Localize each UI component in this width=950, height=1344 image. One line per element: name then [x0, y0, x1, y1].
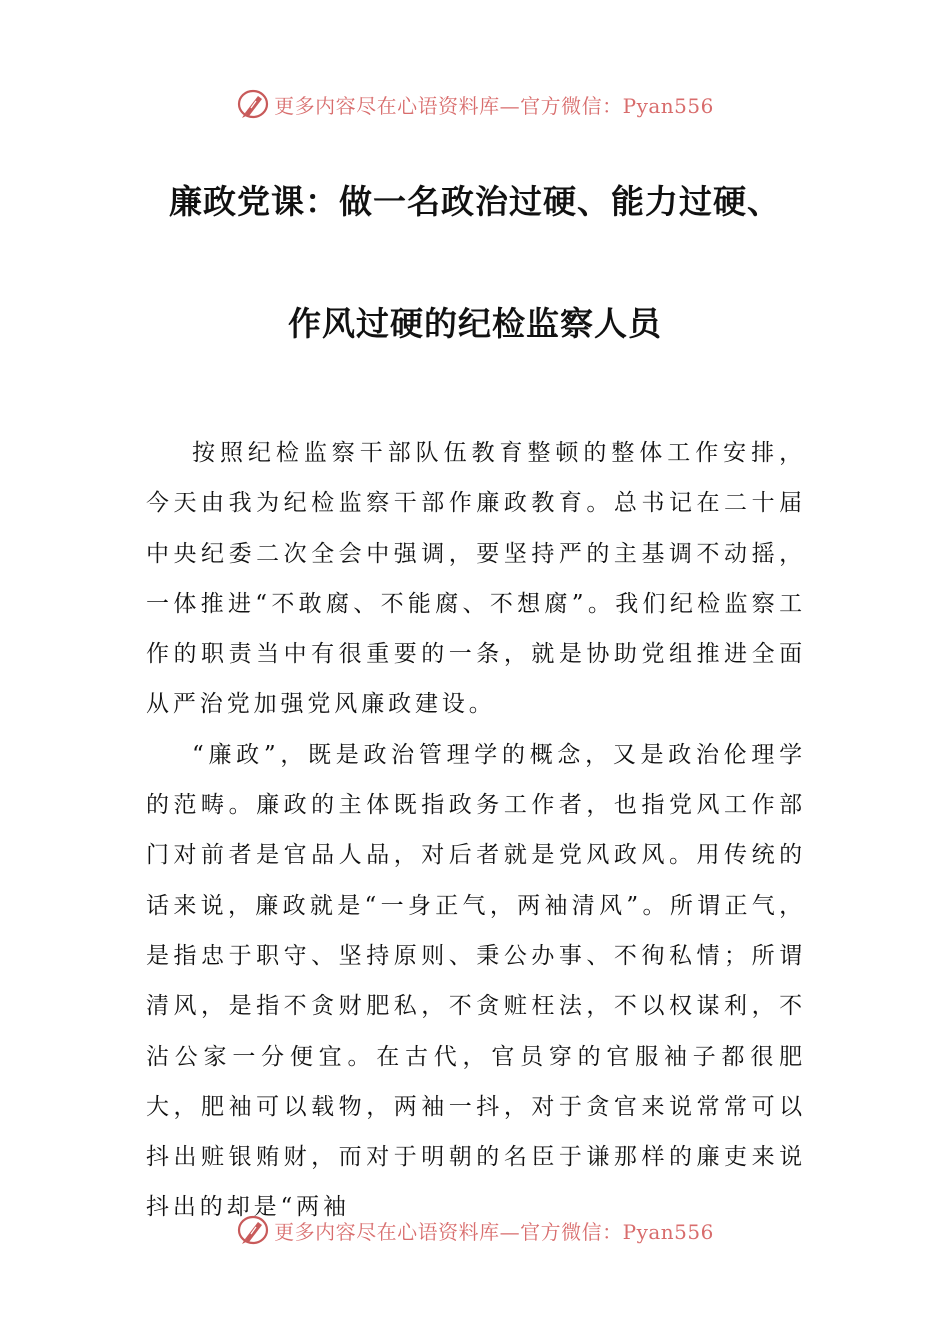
document-title-line-2: 作风过硬的纪检监察人员 — [288, 304, 662, 343]
watermark-text: 更多内容尽在心语资料库—官方微信：Pyan556 — [274, 1219, 714, 1244]
pen-nib-logo-icon — [236, 87, 270, 121]
document-body — [146, 428, 806, 1233]
watermark-text: 更多内容尽在心语资料库—官方微信：Pyan556 — [274, 93, 714, 118]
pen-nib-logo-icon — [236, 1213, 270, 1247]
document-title-line-1: 廉政党课：做一名政治过硬、能力过硬、 — [169, 182, 781, 221]
header-watermark — [0, 84, 950, 124]
footer-watermark — [0, 1210, 950, 1250]
body-paragraph-1: 按照纪检监察干部队伍教育整顿的整体工作安排，今天由我为纪检监察干部作廉政教育。总书记在二十届中央纪委二次全会中强调，要坚持严的主基调不动摇，一体推进“不敢腐、不能腐、不想腐”。我们纪检监察工作的职责当中有很重要的一条，就是协助党组推进全面从严治党加强党风廉政建设。 — [146, 440, 806, 718]
body-paragraph-2: “廉政”，既是政治管理学的概念，又是政治伦理学的范畴。廉政的主体既指政务工作者，也指党风工作部门对前者是官品人品，对后者就是党风政风。用传统的话来说，廉政就是“一身正气，两袖清风”。所谓正气，是指忠于职守、坚持原则、秉公办事、不徇私情；所谓清风，是指不贪财肥私，不贪赃枉法，不以权谋利，不沾公家一分便宜。在古代，官员穿的官服袖子都很肥大，肥袖可以载物，两袖一抖，对于贪官来说常常可以抖出赃银贿财，而对于明朝的名臣于谦那样的廉吏来说抖出的却是“两袖 — [146, 741, 806, 1221]
